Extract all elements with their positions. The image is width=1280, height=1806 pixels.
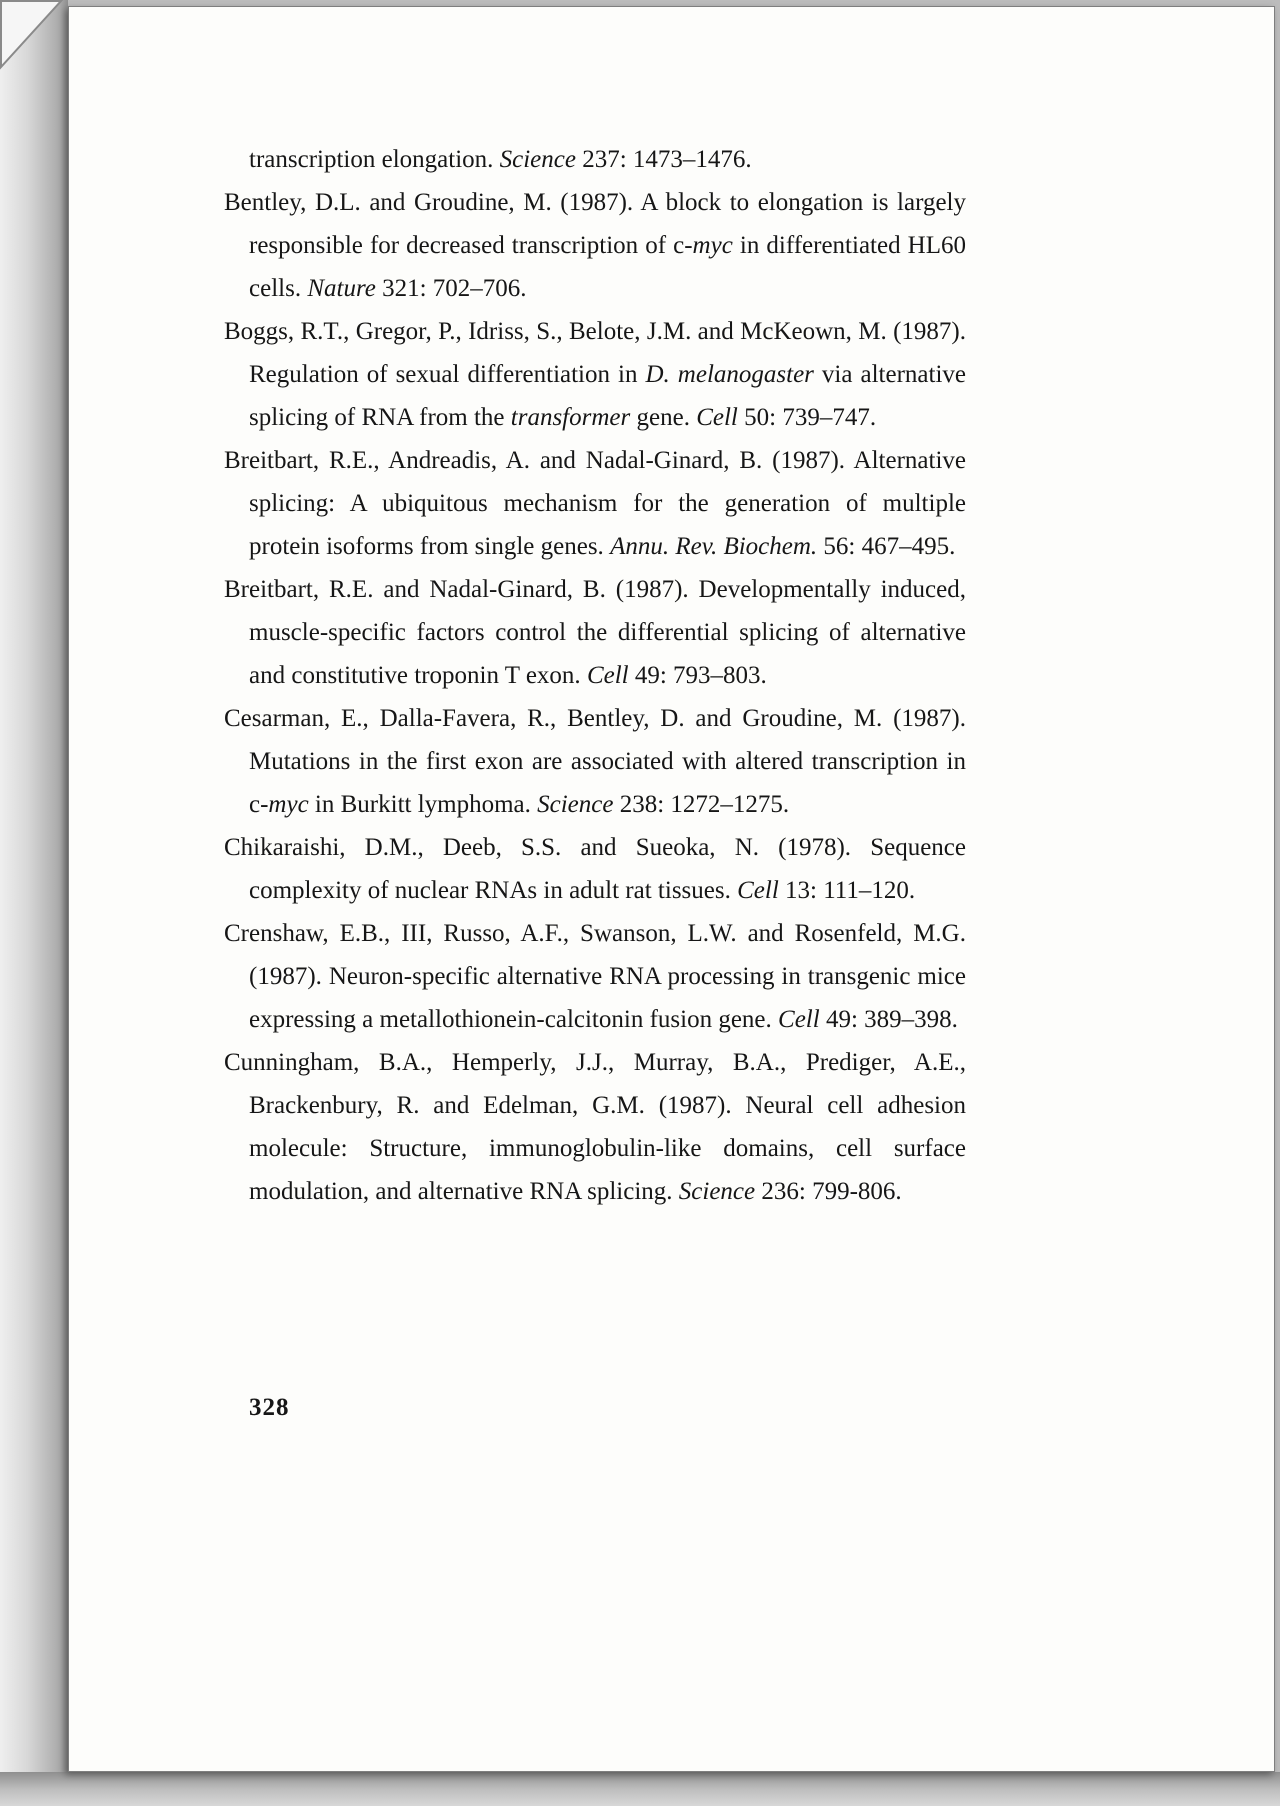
reference-text: Cunningham, B.A., Hemperly, J.J., Murray, B.A., Prediger, A.E., Brackenbury, R. and Edelman, G.M. (1987). Neural cell adhesion molecule: Structure, immunoglobulin-like domains, cell surface modulation, and alternative RNA splicing.: [224, 1049, 966, 1205]
reference-italic-text: myc: [268, 791, 309, 818]
reference-text: Cesarman, E., Dalla-Favera, R., Bentley, D. and Groudine, M. (1987). Mutations in the first exon are associated with altered transcription in c-: [224, 705, 966, 818]
reference-text: 238: 1272–1275.: [613, 791, 790, 818]
reference-text: gene.: [630, 404, 697, 431]
reference-text: 49: 793–803.: [628, 662, 767, 689]
reference-text: 236: 799-806.: [755, 1178, 902, 1205]
reference-entry: [224, 697, 966, 826]
reference-italic-text: Nature: [307, 275, 376, 302]
reference-list: [224, 138, 966, 1213]
reference-text: transcription elongation.: [249, 146, 500, 173]
reference-text: 237: 1473–1476.: [575, 146, 752, 173]
reference-italic-text: Science: [678, 1178, 756, 1205]
reference-italic-text: Science: [537, 791, 614, 818]
reference-text: Chikaraishi, D.M., Deeb, S.S. and Sueoka, N. (1978). Sequence complexity of nuclear RNAs in adult rat tissues.: [224, 834, 966, 904]
reference-text: 50: 739–747.: [737, 404, 877, 431]
reference-entry: [224, 181, 966, 310]
reference-text: in Burkitt lymphoma.: [308, 791, 538, 818]
reference-text: Crenshaw, E.B., III, Russo, A.F., Swanson, L.W. and Rosenfeld, M.G. (1987). Neuron-specific alternative RNA processing in transgenic mice expressing a metallothionein-calcitonin fusion gene.: [224, 920, 966, 1033]
reference-text: Bentley, D.L. and Groudine, M. (1987). A block to elongation is largely responsible for decreased transcription of c-: [224, 189, 966, 259]
reference-italic-text: transformer: [510, 404, 631, 431]
reference-text: Boggs, R.T., Gregor, P., Idriss, S., Belote, J.M. and McKeown, M. (1987). Regulation of sexual differentiation in: [224, 318, 966, 388]
reference-entry: [224, 138, 966, 181]
reference-entry: [224, 310, 966, 439]
book-spine-edge: [0, 0, 68, 1772]
reference-entry: [224, 439, 966, 568]
reference-italic-text: Cell: [586, 662, 629, 689]
reference-italic-text: myc: [692, 232, 733, 259]
reference-entry: [224, 1041, 966, 1213]
reference-text: Breitbart, R.E. and Nadal-Ginard, B. (1987). Developmentally induced, muscle-specific factors control the differential splicing of alternative and constitutive troponin T exon.: [224, 576, 966, 689]
page-number: 328: [249, 1394, 290, 1421]
reference-text: 49: 389–398.: [819, 1006, 958, 1033]
reference-italic-text: D. melanogaster: [645, 361, 814, 388]
reference-text: via alternative splicing of RNA from the: [249, 361, 966, 431]
book-page: [68, 6, 1275, 1772]
reference-italic-text: Cell: [696, 404, 738, 431]
reference-italic-text: Cell: [737, 877, 779, 904]
reference-entry: [224, 568, 966, 697]
reference-italic-text: Annu. Rev. Biochem.: [610, 533, 818, 560]
reference-text: in differentiated HL60 cells.: [249, 232, 966, 302]
book-bottom-edge: [0, 1772, 1280, 1806]
reference-italic-text: Cell: [778, 1006, 820, 1033]
reference-text: 56: 467–495.: [817, 533, 956, 560]
reference-entry: [224, 826, 966, 912]
reference-text: 321: 702–706.: [375, 275, 527, 302]
reference-text: Breitbart, R.E., Andreadis, A. and Nadal-Ginard, B. (1987). Alternative splicing: A ubiquitous mechanism for the generation of multiple protein isoforms from single genes.: [224, 447, 966, 560]
reference-italic-text: Science: [499, 146, 576, 173]
reference-text: 13: 111–120.: [778, 877, 916, 904]
reference-entry: [224, 912, 966, 1041]
